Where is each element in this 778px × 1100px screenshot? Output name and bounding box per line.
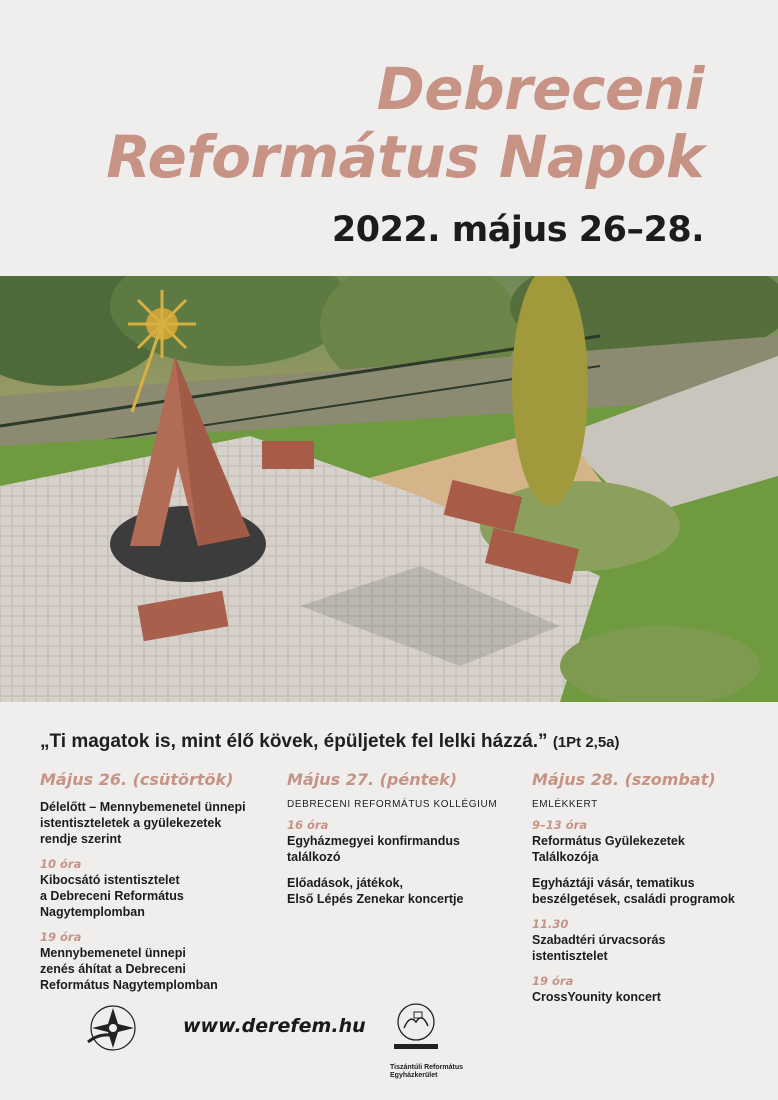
event-time: 19 óra xyxy=(40,930,82,944)
title-line-2: Református Napok xyxy=(106,123,704,191)
event-text: Egyházmegyei konfirmandus találkozó xyxy=(287,834,460,864)
venue: DEBRECENI REFORMÁTUS KOLLÉGIUM xyxy=(287,799,498,810)
event-text: Délelőtt – Mennybemenetel ünnepi istentiszteletek a gyülekezetek rendje szerint xyxy=(40,800,246,846)
day-heading: Május 26. (csütörtök) xyxy=(40,770,234,789)
event-time: 10 óra xyxy=(40,857,82,871)
title-line-1: Debreceni xyxy=(376,55,704,123)
event-text: Kibocsátó istentisztelet a Debreceni Református Nagytemplomban xyxy=(40,873,184,919)
event-date: 2022. május 26–28. xyxy=(331,210,704,250)
event-text: Egyháztáji vásár, tematikus beszélgetések, családi programok xyxy=(532,876,735,906)
event-time: 19 óra xyxy=(532,974,574,988)
event-time: 9–13 óra xyxy=(532,818,588,832)
day-heading: Május 28. (szombat) xyxy=(532,770,716,789)
quote-text: „Ti magatok is, mint élő kövek, épüljetek fel lelki házzá.” xyxy=(40,731,548,752)
website-link[interactable]: www.derefem.hu xyxy=(183,1015,366,1037)
schedule-day-1 xyxy=(40,770,270,1003)
day-heading: Május 27. (péntek) xyxy=(287,770,458,789)
event-time: 11.30 xyxy=(532,917,569,931)
event-time: 16 óra xyxy=(287,818,329,832)
schedule-day-3 xyxy=(532,770,762,1015)
church-district-logo xyxy=(392,1002,440,1056)
event-text: Református Gyülekezetek Találkozója xyxy=(532,834,685,864)
festival-logo xyxy=(82,1002,144,1054)
event-text: CrossYounity koncert xyxy=(532,990,661,1004)
event-text: Előadások, játékok, Első Lépés Zenekar koncertje xyxy=(287,876,464,906)
event-text: Mennybemenetel ünnepi zenés áhítat a Debreceni Református Nagytemplomban xyxy=(40,946,218,992)
schedule-day-2 xyxy=(287,770,517,917)
bible-quote xyxy=(40,731,620,753)
memorial-garden-photo xyxy=(0,276,778,702)
quote-reference: (1Pt 2,5a) xyxy=(552,734,620,751)
venue: EMLÉKKERT xyxy=(532,799,598,810)
church-district-name: Tiszántúli Református Egyházkerület xyxy=(390,1064,463,1079)
event-text: Szabadtéri úrvacsorás istentisztelet xyxy=(532,933,666,963)
